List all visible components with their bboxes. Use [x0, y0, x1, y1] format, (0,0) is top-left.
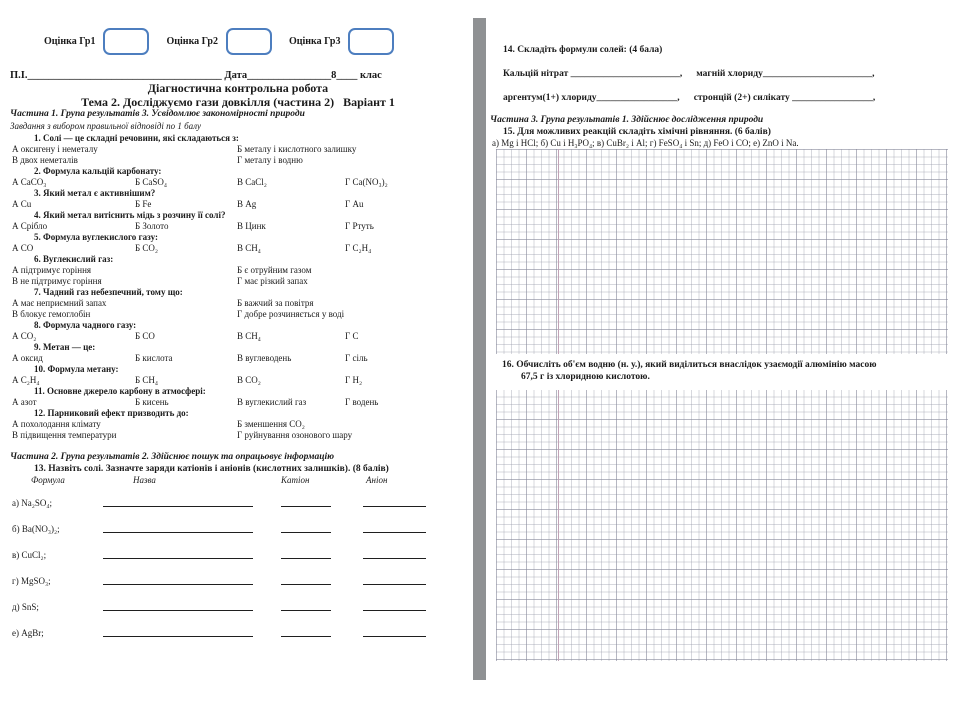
option: А CO [12, 242, 34, 253]
option: В блокує гемоглобін [12, 308, 91, 319]
option: А похолодання клімату [12, 418, 101, 429]
option: В вуглеводень [237, 352, 292, 363]
part2-heading: Частина 2. Група результатів 2. Здійснює пошук та опрацьовує інформацію [10, 451, 335, 462]
question-options [10, 199, 466, 210]
question [10, 133, 466, 166]
option: Г металу і водню [237, 154, 303, 165]
option: Б є отруйним газом [237, 264, 312, 275]
question [10, 232, 466, 254]
question-text: 10. Формула метану: [34, 363, 119, 374]
option: В вуглекислий газ [237, 396, 307, 407]
question [10, 408, 466, 441]
name-blank-line [103, 584, 253, 585]
option: Г C₂H₄ [345, 242, 372, 253]
name-date-line: П.І._____________________________________ Дата________________8____ клас [10, 70, 382, 81]
option: А оксигену і неметалу [12, 143, 98, 154]
option: В CH₄ [237, 242, 261, 253]
question-text: 2. Формула кальцій карбонату: [34, 165, 162, 176]
question-text: 8. Формула чадного газу: [34, 319, 137, 330]
option: В CaCl₂ [237, 176, 267, 187]
graph-paper-margin-line [558, 149, 559, 661]
question-14-blanks [490, 69, 950, 103]
option: А Cu [12, 198, 32, 209]
question-text: 12. Парниковий ефект призводить до: [34, 407, 189, 418]
question-options [10, 419, 466, 441]
question [10, 342, 466, 364]
salt-column-header: Аніон [366, 475, 388, 485]
option: В Цинк [237, 220, 266, 231]
salt-column-header: Катіон [281, 475, 310, 485]
option: Б зменшення CO₂ [237, 418, 305, 429]
cation-blank-line [281, 584, 331, 585]
cation-blank-line [281, 610, 331, 611]
grade-label: Оцінка Гр1 [44, 36, 96, 47]
salt-row [10, 513, 466, 539]
salt-formula: г) MgSO₃; [12, 576, 51, 586]
name-blank-line [103, 506, 253, 507]
salt-table-rows [10, 487, 466, 643]
salt-row [10, 487, 466, 513]
option: В Ag [237, 198, 257, 209]
question [10, 386, 466, 408]
question [10, 320, 466, 342]
question-options [10, 331, 466, 342]
option: В підвищення температури [12, 429, 117, 440]
option: А має неприємний запах [12, 297, 107, 308]
salt-column-header: Формула [31, 475, 65, 485]
option: Б Золото [135, 220, 169, 231]
anion-blank-line [363, 532, 426, 533]
question-text: 11. Основне джерело карбону в атмосфері: [34, 385, 206, 396]
cation-blank-line [281, 558, 331, 559]
option: Б кислота [135, 352, 173, 363]
question-options [10, 375, 466, 386]
question-text: 5. Формула вуглекислого газу: [34, 231, 158, 242]
question-text: 6. Вуглекислий газ: [34, 253, 114, 264]
question-text: 3. Який метал є активнішим? [34, 187, 156, 198]
option: В двох неметалів [12, 154, 78, 165]
option: А Срібло [12, 220, 48, 231]
cation-blank-line [281, 532, 331, 533]
questions-list [10, 133, 466, 441]
question-options [10, 353, 466, 364]
anion-blank-line [363, 558, 426, 559]
question [10, 188, 466, 210]
question-15-text: 15. Для можливих реакцій складіть хімічні рівняння. (6 балів) [503, 126, 771, 137]
grade-boxes-row [10, 25, 466, 58]
option: Г добре розчиняється у воді [237, 308, 345, 319]
grade-score-box [103, 28, 149, 55]
part3-block [490, 115, 950, 149]
option: Г сіль [345, 352, 368, 363]
grade-score-box [226, 28, 272, 55]
anion-blank-line [363, 636, 426, 637]
grade-label: Оцінка Гр2 [166, 36, 218, 47]
salt-formula: а) Na₂SO₄; [12, 498, 53, 508]
question-options [10, 144, 466, 166]
question-options [10, 177, 466, 188]
grade-score-box [348, 28, 394, 55]
question-16-line1: 16. Обчисліть об'єм водню (н. у.), який виділиться внаслідок узаємодії алюмінію масою [502, 360, 877, 370]
salt-row [10, 565, 466, 591]
grade-label: Оцінка Гр3 [288, 36, 341, 47]
page-left [10, 25, 466, 643]
question-text: 1. Солі — це складні речовини, які складаються з: [34, 132, 239, 143]
salt-formula: д) SnS; [12, 602, 39, 612]
document-subtitle: Тема 2. Досліджуємо гази довкілля (частина 2) Варіант 1 [81, 95, 395, 109]
question [10, 364, 466, 386]
q14-segment: аргентум(1+) хлориду_________________, [503, 93, 680, 103]
option: Г Au [345, 198, 364, 209]
anion-blank-line [363, 506, 426, 507]
anion-blank-line [363, 584, 426, 585]
page-right [490, 25, 950, 382]
question [10, 254, 466, 287]
part1-heading: Частина 1. Група результатів 3. Усвідомлює закономірності природи [10, 109, 305, 119]
option: Г водень [345, 396, 379, 407]
salt-formula: б) Ba(NO₃)₂; [12, 524, 60, 534]
cation-blank-line [281, 506, 331, 507]
option: Б CaSO₄ [135, 176, 168, 187]
option: Г Ртуть [345, 220, 374, 231]
option: А C₂H₄ [12, 374, 40, 385]
q14-segment: стронцій (2+) силікату _________________, [693, 93, 876, 103]
part2-block [10, 452, 466, 644]
q14-segment: магній хлориду_______________________, [696, 69, 875, 79]
name-blank-line [103, 558, 253, 559]
question-text: 9. Метан — це: [34, 341, 96, 352]
question-options [10, 243, 466, 254]
part3-heading: Частина 3. Група результатів 1. Здійснює дослідження природи [490, 115, 764, 125]
question-options [10, 221, 466, 232]
option: Г H₂ [345, 374, 363, 385]
option: Г має різкий запах [237, 275, 308, 286]
salt-formula: в) CuCl₂; [12, 550, 47, 560]
option: Б CH₄ [135, 374, 159, 385]
question [10, 210, 466, 232]
question-16-block [496, 354, 948, 390]
salt-formula: е) AgBr; [12, 628, 44, 638]
option: А азот [12, 396, 37, 407]
question [10, 287, 466, 320]
name-blank-line [103, 532, 253, 533]
document-title: Діагностична контрольна робота [147, 81, 329, 95]
question-15-reactions: а) Mg і HCl; б) Cu і H₃PO₄; в) CuBr₂ і Al; г) FeSO₄ і Sn; д) FeO і CO; е) ZnO і Na. [492, 137, 799, 148]
question-options [10, 265, 466, 287]
option: В CO₂ [237, 374, 261, 385]
question-text: 4. Який метал витіснить мідь з розчину її солі? [34, 209, 226, 220]
option: Б металу і кислотного залишку [237, 143, 357, 154]
option: В CH₄ [237, 330, 261, 341]
question-13-text: 13. Назвіть солі. Зазначте заряди катіонів і аніонів (кислотних залишків). (8 балів) [34, 464, 389, 474]
question-16-line2: 67,5 г із хлоридною кислотою. [521, 372, 650, 382]
salt-column-header: Назва [133, 475, 156, 485]
question-options [10, 298, 466, 320]
question-options [10, 397, 466, 408]
part1-note: Завдання з вибором правильної відповіді по 1 балу [10, 120, 201, 131]
name-blank-line [103, 610, 253, 611]
option: А CO₂ [12, 330, 37, 341]
option: Б CO₂ [135, 242, 159, 253]
option: Б СО [135, 330, 155, 341]
question-14-text: 14. Складіть формули солей: (4 бала) [503, 45, 663, 55]
question [10, 166, 466, 188]
anion-blank-line [363, 610, 426, 611]
salt-row [10, 539, 466, 565]
option: Б важчий за повітря [237, 297, 314, 308]
option: Б кисень [135, 396, 169, 407]
salt-table-header [10, 475, 466, 487]
option: Г руйнування озонового шару [237, 429, 353, 440]
q14-segment: Кальцій нітрат _______________________, [503, 69, 683, 79]
question-text: 7. Чадний газ небезпечний, тому що: [34, 286, 183, 297]
salt-row [10, 617, 466, 643]
option: А оксид [12, 352, 43, 363]
cation-blank-line [281, 636, 331, 637]
option: Б Fe [135, 198, 152, 209]
name-blank-line [103, 636, 253, 637]
graph-paper-area [496, 149, 948, 661]
option: Г Ca(NO₃)₂ [345, 176, 388, 187]
q14-line [490, 93, 950, 103]
option: А підтримує горіння [12, 264, 92, 275]
q14-line [490, 69, 950, 79]
page-divider [473, 18, 486, 680]
option: А CaCO₃ [12, 176, 47, 187]
salt-row [10, 591, 466, 617]
option: Г C [345, 330, 359, 341]
option: В не підтримує горіння [12, 275, 102, 286]
